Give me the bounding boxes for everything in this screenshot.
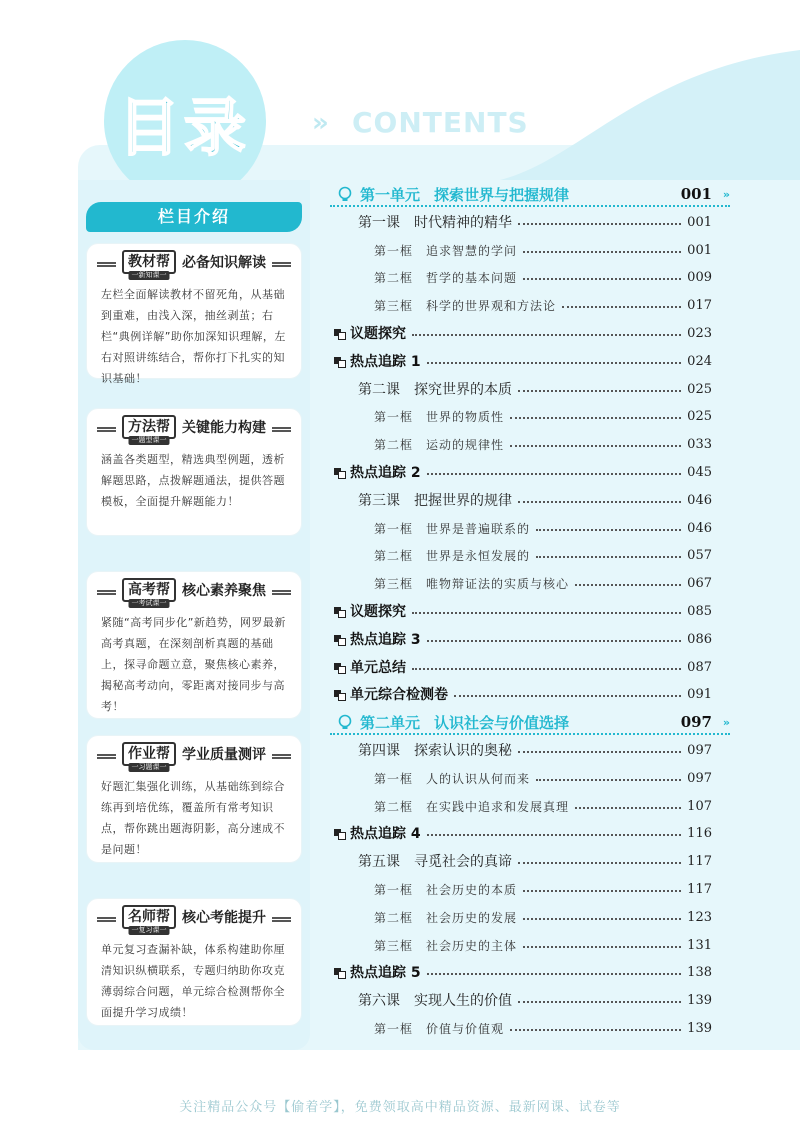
footer-note: 关注精品公众号【偷着学】，免费领取高中精品资源、最新网课、试卷等 <box>179 1100 621 1115</box>
card-header-label <box>116 742 272 771</box>
toc-page-number: 097 <box>687 770 712 786</box>
toc-entry-title: 第三框 科学的世界观和方法论 <box>374 298 557 313</box>
toc-special-row[interactable] <box>330 683 712 705</box>
dot-leader <box>510 445 681 447</box>
column-card <box>86 243 302 385</box>
toc-page-number: 001 <box>687 214 712 230</box>
double-chevron-icon: » <box>312 108 329 138</box>
toc-page-number: 116 <box>687 825 712 841</box>
dot-leader <box>536 779 681 781</box>
card-body: 好题汇集强化训练，从基础练到综合练再到培优练，覆盖所有常考知识点，帮你跳出题海阴影，高分速成不是问题！ <box>101 780 285 856</box>
card-header-label <box>116 905 272 934</box>
dot-leader <box>427 973 682 975</box>
toc-entry-title: 热点追踪 1 <box>350 354 421 370</box>
card-body: 单元复习查漏补缺，体系构建助你厘清知识纵横联系，专题归纳助你攻克薄弱综合问题，单元综合检测帮你全面提升学习成绩！ <box>101 943 285 1019</box>
page-subtitle: CONTENTS <box>352 106 529 139</box>
toc-frame-row[interactable] <box>330 1017 712 1039</box>
toc-lesson-row[interactable] <box>330 739 712 761</box>
dot-leader <box>523 251 681 253</box>
square-bullet-icon <box>334 828 344 838</box>
toc-page-number: 087 <box>687 659 712 675</box>
toc-frame-row[interactable] <box>330 266 712 288</box>
wave-decoration <box>500 10 800 180</box>
dot-leader <box>575 584 681 586</box>
square-bullet-icon <box>334 689 344 699</box>
card-tag-sub: 一习题课一 <box>129 763 170 772</box>
toc-entry-title: 第一框 世界的物质性 <box>374 409 505 424</box>
toc-entry-title: 第一框 社会历史的本质 <box>374 882 518 897</box>
dot-leader <box>562 306 681 308</box>
toc-special-row[interactable] <box>330 350 712 372</box>
toc-frame-row[interactable] <box>330 239 712 261</box>
card-title: 学业质量测评 <box>182 747 266 763</box>
card-tag-text: 方法帮 <box>128 419 170 435</box>
card-body: 涵盖各类题型，精选典型例题，透析解题思路，点拨解题通法，提供答题模板，全面提升解题能力！ <box>101 453 285 508</box>
toc-frame-row[interactable] <box>330 934 712 956</box>
toc-unit-row[interactable] <box>330 711 730 735</box>
toc-page-number: 123 <box>687 909 712 925</box>
dot-leader <box>412 668 681 670</box>
dot-leader <box>518 390 681 392</box>
card-tag-sub: 一题型课一 <box>129 436 170 445</box>
dot-leader <box>427 834 682 836</box>
dot-leader <box>518 751 681 753</box>
card-title: 必备知识解读 <box>182 255 266 271</box>
toc-frame-row[interactable] <box>330 795 712 817</box>
toc-entry-title: 第一框 追求智慧的学问 <box>374 243 518 258</box>
card-title: 关键能力构建 <box>182 420 266 436</box>
toc-entry-title: 热点追踪 5 <box>350 965 421 981</box>
card-tag-text: 名师帮 <box>128 909 170 925</box>
dot-leader <box>523 918 681 920</box>
toc-page-number: 001 <box>687 242 712 258</box>
dot-leader <box>518 862 681 864</box>
dot-leader <box>412 334 681 336</box>
card-tag-sub: 一复习课一 <box>129 926 170 935</box>
column-card <box>86 408 302 536</box>
toc-entry-title: 热点追踪 2 <box>350 465 421 481</box>
toc-unit-label: 第一单元 <box>360 185 421 204</box>
toc-page-number: 086 <box>687 631 712 647</box>
toc-page-number: 057 <box>687 547 712 563</box>
toc-entry-title: 单元综合检测卷 <box>350 687 448 703</box>
toc-page-number: 024 <box>687 353 712 369</box>
toc-entry-title: 第二框 运动的规律性 <box>374 437 505 452</box>
dot-leader <box>536 556 681 558</box>
toc-special-row[interactable] <box>330 461 712 483</box>
toc-frame-row[interactable] <box>330 517 712 539</box>
dot-leader <box>523 890 681 892</box>
toc-entry-title: 第三框 社会历史的主体 <box>374 938 518 953</box>
card-header <box>87 244 301 280</box>
toc-entry-title: 单元总结 <box>350 660 406 676</box>
dot-leader <box>518 501 681 503</box>
toc-entry-title: 第二框 社会历史的发展 <box>374 910 518 925</box>
toc-entry-title: 议题探究 <box>350 604 406 620</box>
square-bullet-icon <box>334 467 344 477</box>
toc-entry-title: 第三框 唯物辩证法的实质与核心 <box>374 576 570 591</box>
card-tag-text: 高考帮 <box>128 582 170 598</box>
toc-page-number: 107 <box>687 798 712 814</box>
card-tag-sub: 一考试课一 <box>129 599 170 608</box>
dot-leader <box>523 278 681 280</box>
toc-special-row[interactable] <box>330 628 712 650</box>
toc-page-number: 009 <box>687 269 712 285</box>
toc-page-number: 067 <box>687 575 712 591</box>
toc-frame-row[interactable] <box>330 544 712 566</box>
card-tag <box>122 578 176 607</box>
toc-lesson-row[interactable] <box>330 850 712 872</box>
toc-page-number: 001 <box>680 185 712 203</box>
toc-page-number: 117 <box>687 853 712 869</box>
toc-frame-row[interactable] <box>330 767 712 789</box>
card-header <box>87 736 301 772</box>
card-tag-text: 作业帮 <box>128 746 170 762</box>
toc-page-number: 097 <box>680 713 712 731</box>
square-bullet-icon <box>334 662 344 672</box>
toc-entry-title: 第二框 在实践中追求和发展真理 <box>374 799 570 814</box>
column-card <box>86 571 302 719</box>
toc-frame-row[interactable] <box>330 294 712 316</box>
dot-leader <box>518 1001 681 1003</box>
card-header-label <box>116 250 272 279</box>
toc-frame-row[interactable] <box>330 433 712 455</box>
card-title: 核心考能提升 <box>182 910 266 926</box>
toc-special-row[interactable] <box>330 822 712 844</box>
card-header-label <box>116 578 272 607</box>
dot-leader <box>518 223 681 225</box>
double-chevron-icon: » <box>722 187 730 201</box>
toc-entry-title: 热点追踪 3 <box>350 632 421 648</box>
card-title: 核心素养聚焦 <box>182 583 266 599</box>
dot-leader <box>427 362 682 364</box>
toc-unit-row[interactable] <box>330 183 730 207</box>
card-header-label <box>116 415 272 444</box>
toc-entry-title: 第一课 时代精神的精华 <box>358 215 512 231</box>
toc-page-number: 025 <box>687 408 712 424</box>
dot-leader <box>510 417 681 419</box>
toc-page-number: 117 <box>687 881 712 897</box>
toc-entry-title: 第五课 寻觅社会的真谛 <box>358 854 512 870</box>
toc-page-number: 085 <box>687 603 712 619</box>
toc-special-row[interactable] <box>330 600 712 622</box>
square-bullet-icon <box>334 328 344 338</box>
toc-unit-name: 认识社会与价值选择 <box>434 713 570 732</box>
toc-special-row[interactable] <box>330 322 712 344</box>
toc-lesson-row[interactable] <box>330 989 712 1011</box>
toc-page-number: 046 <box>687 520 712 536</box>
toc-entry-title: 第一框 人的认识从何而来 <box>374 771 531 786</box>
toc-lesson-row[interactable] <box>330 489 712 511</box>
toc-page-number: 023 <box>687 325 712 341</box>
card-tag-sub: 一新知课一 <box>129 271 170 280</box>
toc-entry-title: 第二课 探究世界的本质 <box>358 382 512 398</box>
dot-leader <box>412 612 681 614</box>
column-card <box>86 735 302 863</box>
card-tag <box>122 742 176 771</box>
page-title: 目录 <box>118 91 251 164</box>
toc-frame-row[interactable] <box>330 878 712 900</box>
dot-leader <box>536 529 681 531</box>
toc-page-number: 138 <box>687 964 712 980</box>
toc-page-number: 025 <box>687 381 712 397</box>
toc-page-number: 139 <box>687 992 712 1008</box>
square-bullet-icon <box>334 356 344 366</box>
toc-page-number: 046 <box>687 492 712 508</box>
toc-entry-title: 第四课 探索认识的奥秘 <box>358 743 512 759</box>
toc-entry-title: 第一框 价值与价值观 <box>374 1021 505 1036</box>
card-header <box>87 572 301 608</box>
toc-special-row[interactable] <box>330 656 712 678</box>
toc-entry-title: 议题探究 <box>350 326 406 342</box>
toc-entry-title: 第二框 哲学的基本问题 <box>374 270 518 285</box>
toc-frame-row[interactable] <box>330 405 712 427</box>
card-body: 左栏全面解读教材不留死角，从基础到重难，由浅入深，抽丝剥茧；右栏“典例详解”助你加深知识理解，左右对照讲练结合，帮你打下扎实的知识基础！ <box>101 288 286 385</box>
toc-page-number: 131 <box>687 937 712 953</box>
toc-page-number: 017 <box>687 297 712 313</box>
card-tag <box>122 250 176 279</box>
card-header <box>87 899 301 935</box>
toc-entry-title: 热点追踪 4 <box>350 826 421 842</box>
square-bullet-icon <box>334 967 344 977</box>
toc-entry-title: 第六课 实现人生的价值 <box>358 993 512 1009</box>
toc-entry-title: 第二框 世界是永恒发展的 <box>374 548 531 563</box>
card-header <box>87 409 301 445</box>
column-card <box>86 898 302 1026</box>
square-bullet-icon <box>334 634 344 644</box>
toc-page-number: 091 <box>687 686 712 702</box>
square-bullet-icon <box>334 606 344 616</box>
toc-unit-label: 第二单元 <box>360 713 421 732</box>
dot-leader <box>510 1029 681 1031</box>
lightbulb-icon <box>336 185 354 203</box>
dot-leader <box>575 807 681 809</box>
toc-frame-row[interactable] <box>330 572 712 594</box>
toc-page-number: 139 <box>687 1020 712 1036</box>
toc-special-row[interactable] <box>330 961 712 983</box>
lightbulb-icon <box>336 713 354 731</box>
dot-leader <box>454 695 681 697</box>
card-tag-text: 教材帮 <box>128 254 170 270</box>
toc-lesson-row[interactable] <box>330 211 712 233</box>
toc-page-number: 045 <box>687 464 712 480</box>
card-tag <box>122 905 176 934</box>
toc-page-number: 033 <box>687 436 712 452</box>
toc-lesson-row[interactable] <box>330 378 712 400</box>
toc-entry-title: 第三课 把握世界的规律 <box>358 493 512 509</box>
toc-page-number: 097 <box>687 742 712 758</box>
dot-leader <box>427 473 682 475</box>
dot-leader <box>427 640 682 642</box>
toc-unit-name: 探索世界与把握规律 <box>434 185 570 204</box>
dot-leader <box>523 946 681 948</box>
double-chevron-icon: » <box>722 715 730 729</box>
card-body: 紧随“高考同步化”新趋势，网罗最新高考真题，在深刻剖析真题的基础上，探寻命题立意，聚焦核心素养，揭秘高考动向，零距离对接同步与高考！ <box>101 616 286 713</box>
card-tag <box>122 415 176 444</box>
toc-frame-row[interactable] <box>330 906 712 928</box>
toc-entry-title: 第一框 世界是普遍联系的 <box>374 521 531 536</box>
column-intro-heading: 栏目介绍 <box>86 202 302 232</box>
